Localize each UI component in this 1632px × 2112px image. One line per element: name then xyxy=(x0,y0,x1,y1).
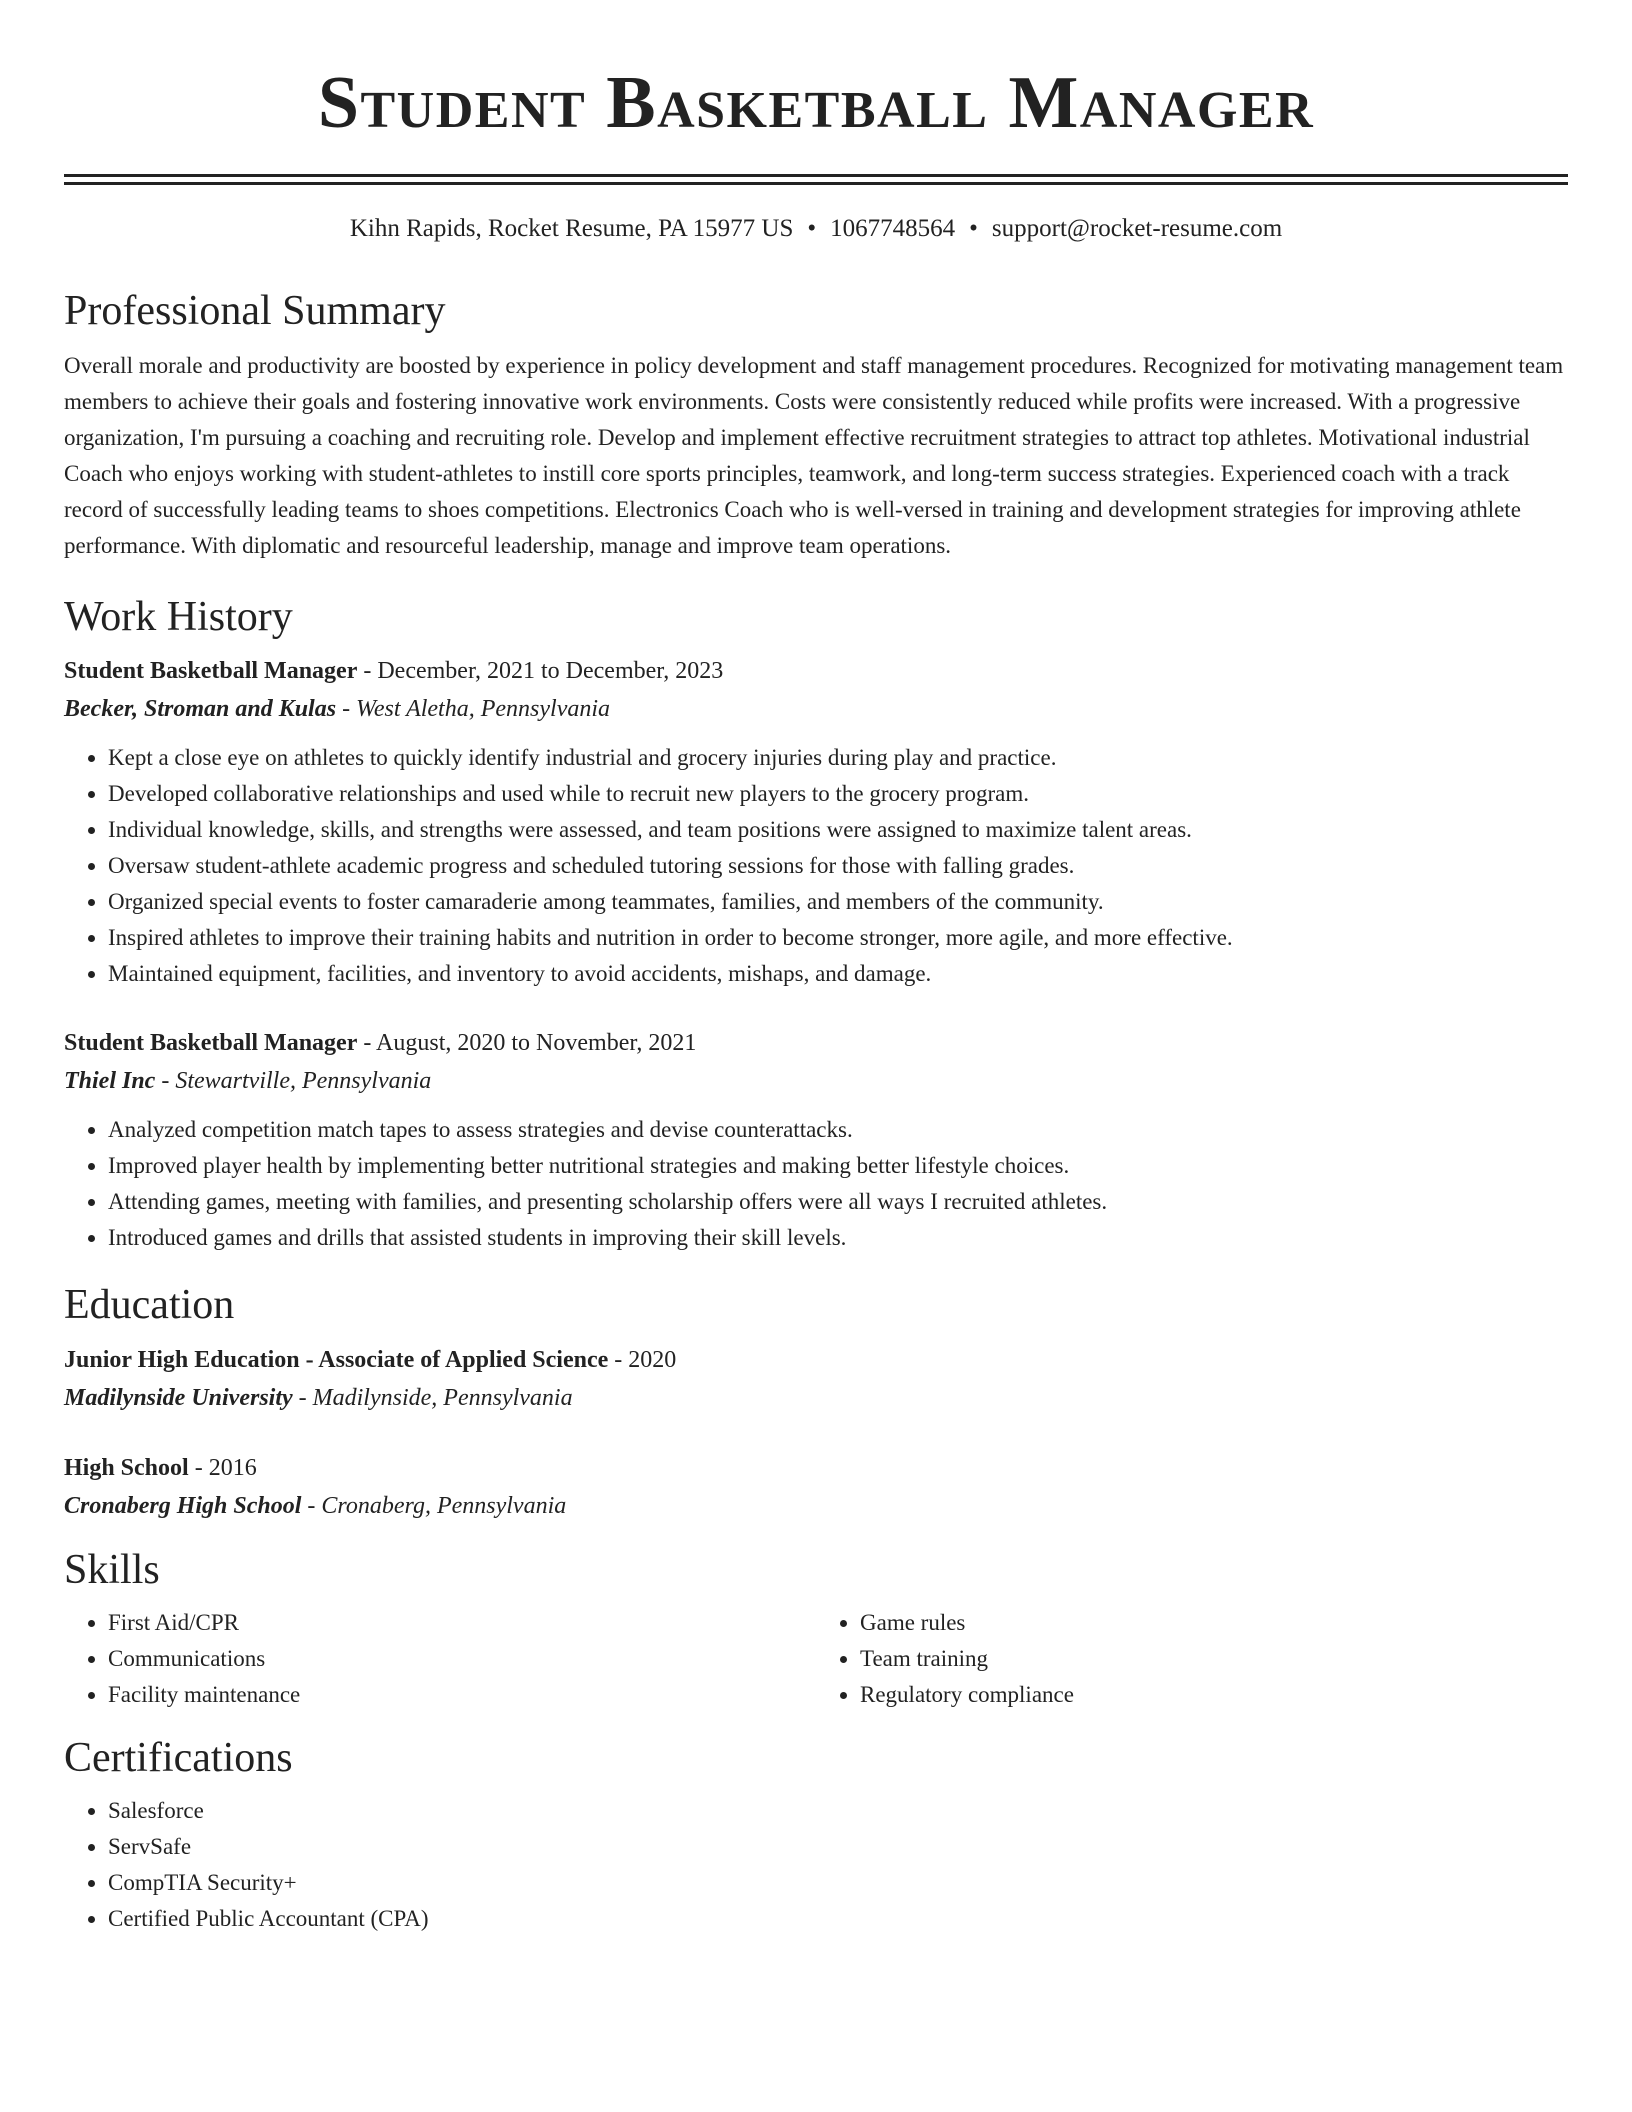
list-item: • Individual knowledge, skills, and strengths were assessed, and team positions were assigned to maximize talent areas. xyxy=(108,812,1568,848)
job-bullets xyxy=(64,1112,1568,1256)
education-location: - Cronaberg, Pennsylvania xyxy=(301,1492,567,1519)
list-item: • Improved player health by implementing better nutritional strategies and making better lifestyle choices. xyxy=(108,1148,1568,1184)
section-title-work-history: Work History xyxy=(64,593,293,640)
job-company: Becker, Stroman and Kulas xyxy=(64,696,337,723)
skill-item: • Team training xyxy=(860,1641,1568,1677)
list-item: • Kept a close eye on athletes to quickly identify industrial and grocery injuries during play and practice. xyxy=(108,740,1568,776)
job-entry xyxy=(64,1024,1568,1256)
job-company-line xyxy=(64,690,1568,728)
contact-separator: • xyxy=(969,215,978,242)
education-school: Cronaberg High School xyxy=(64,1492,302,1519)
summary-text: Overall morale and productivity are boosted by experience in policy development and staff management procedures. Recognized for motivating management team members to achieve their goals and fostering innovative work environments. Costs were consistently reduced while profits were increased. With a progressive organization, I'm pursuing a coaching and recruiting role. Develop and implement effective recruitment strategies to attract top athletes. Motivational industrial Coach who enjoys working with student-athletes to instill core sports principles, teamwork, and long-term success strategies. Experienced coach with a track record of successfully leading teams to shoes competitions. Electronics Coach who is well-versed in training and development strategies for improving athlete performance. With diplomatic and resourceful leadership, manage and improve team operations. xyxy=(64,352,1564,558)
education-degree-line xyxy=(64,1449,1568,1487)
skills-list-left xyxy=(64,1605,816,1713)
list-item: • Introduced games and drills that assisted students in improving their skill levels. xyxy=(108,1220,1568,1256)
education-year: - 2016 xyxy=(188,1454,257,1481)
education-entry xyxy=(64,1449,1568,1525)
education-degree-line xyxy=(64,1341,1568,1379)
section-title-summary: Professional Summary xyxy=(64,287,446,334)
resume-name: Student Basketball Manager xyxy=(317,62,1315,144)
job-company-line xyxy=(64,1062,1568,1100)
education-school-line xyxy=(64,1379,1568,1417)
list-item: • Organized special events to foster camaraderie among teammates, families, and members of the community. xyxy=(108,884,1568,920)
list-item: • Developed collaborative relationships and used while to recruit new players to the grocery program. xyxy=(108,776,1568,812)
header-divider xyxy=(64,174,1568,185)
education-degree: Junior High Education - Associate of Applied Science xyxy=(64,1346,609,1373)
education-degree: High School xyxy=(64,1454,189,1481)
job-role: Student Basketball Manager xyxy=(64,1030,358,1057)
contact-email: support@rocket-resume.com xyxy=(991,215,1283,242)
list-item: • Maintained equipment, facilities, and inventory to avoid accidents, mishaps, and damage. xyxy=(108,956,1568,992)
job-title-line xyxy=(64,1024,1568,1062)
job-dates: - August, 2020 to November, 2021 xyxy=(357,1030,697,1057)
list-item: • Attending games, meeting with families, and presenting scholarship offers were all ways I recruited athletes. xyxy=(108,1184,1568,1220)
job-entry xyxy=(64,652,1568,992)
education-entry xyxy=(64,1341,1568,1417)
skill-item: • Communications xyxy=(108,1641,816,1677)
education-location: - Madilynside, Pennsylvania xyxy=(292,1384,573,1411)
job-dates: - December, 2021 to December, 2023 xyxy=(357,658,724,685)
section-title-education: Education xyxy=(64,1282,235,1329)
job-company: Thiel Inc xyxy=(64,1068,156,1095)
skill-item: • Game rules xyxy=(860,1605,1568,1641)
job-title-line xyxy=(64,652,1568,690)
list-item: • Oversaw student-athlete academic progress and scheduled tutoring sessions for those with falling grades. xyxy=(108,848,1568,884)
job-bullets xyxy=(64,740,1568,992)
job-location: - Stewartville, Pennsylvania xyxy=(155,1068,432,1095)
job-location: - West Aletha, Pennsylvania xyxy=(336,696,611,723)
skills-grid xyxy=(64,1605,1568,1713)
certification-item: • Certified Public Accountant (CPA) xyxy=(108,1901,1568,1937)
list-item: • Analyzed competition match tapes to assess strategies and devise counterattacks. xyxy=(108,1112,1568,1148)
contact-line xyxy=(64,213,1568,246)
skill-item: • Facility maintenance xyxy=(108,1677,816,1713)
certification-item: • CompTIA Security+ xyxy=(108,1865,1568,1901)
certification-item: • ServSafe xyxy=(108,1829,1568,1865)
contact-separator: • xyxy=(807,215,817,242)
contact-address: Kihn Rapids, Rocket Resume, PA 15977 US xyxy=(349,215,794,242)
education-year: - 2020 xyxy=(608,1346,677,1373)
contact-phone: 1067748564 xyxy=(830,215,956,242)
list-item: • Inspired athletes to improve their training habits and nutrition in order to become stronger, more agile, and more effective. xyxy=(108,920,1568,956)
section-title-certifications: Certifications xyxy=(64,1735,293,1782)
section-title-skills: Skills xyxy=(64,1546,160,1593)
skill-item: • First Aid/CPR xyxy=(108,1605,816,1641)
education-school: Madilynside University xyxy=(64,1384,293,1411)
skills-list-right xyxy=(816,1605,1568,1713)
education-school-line xyxy=(64,1487,1568,1525)
certification-item: • Salesforce xyxy=(108,1793,1568,1829)
job-role: Student Basketball Manager xyxy=(64,658,358,685)
skill-item: • Regulatory compliance xyxy=(860,1677,1568,1713)
certifications-list xyxy=(64,1793,1568,1937)
